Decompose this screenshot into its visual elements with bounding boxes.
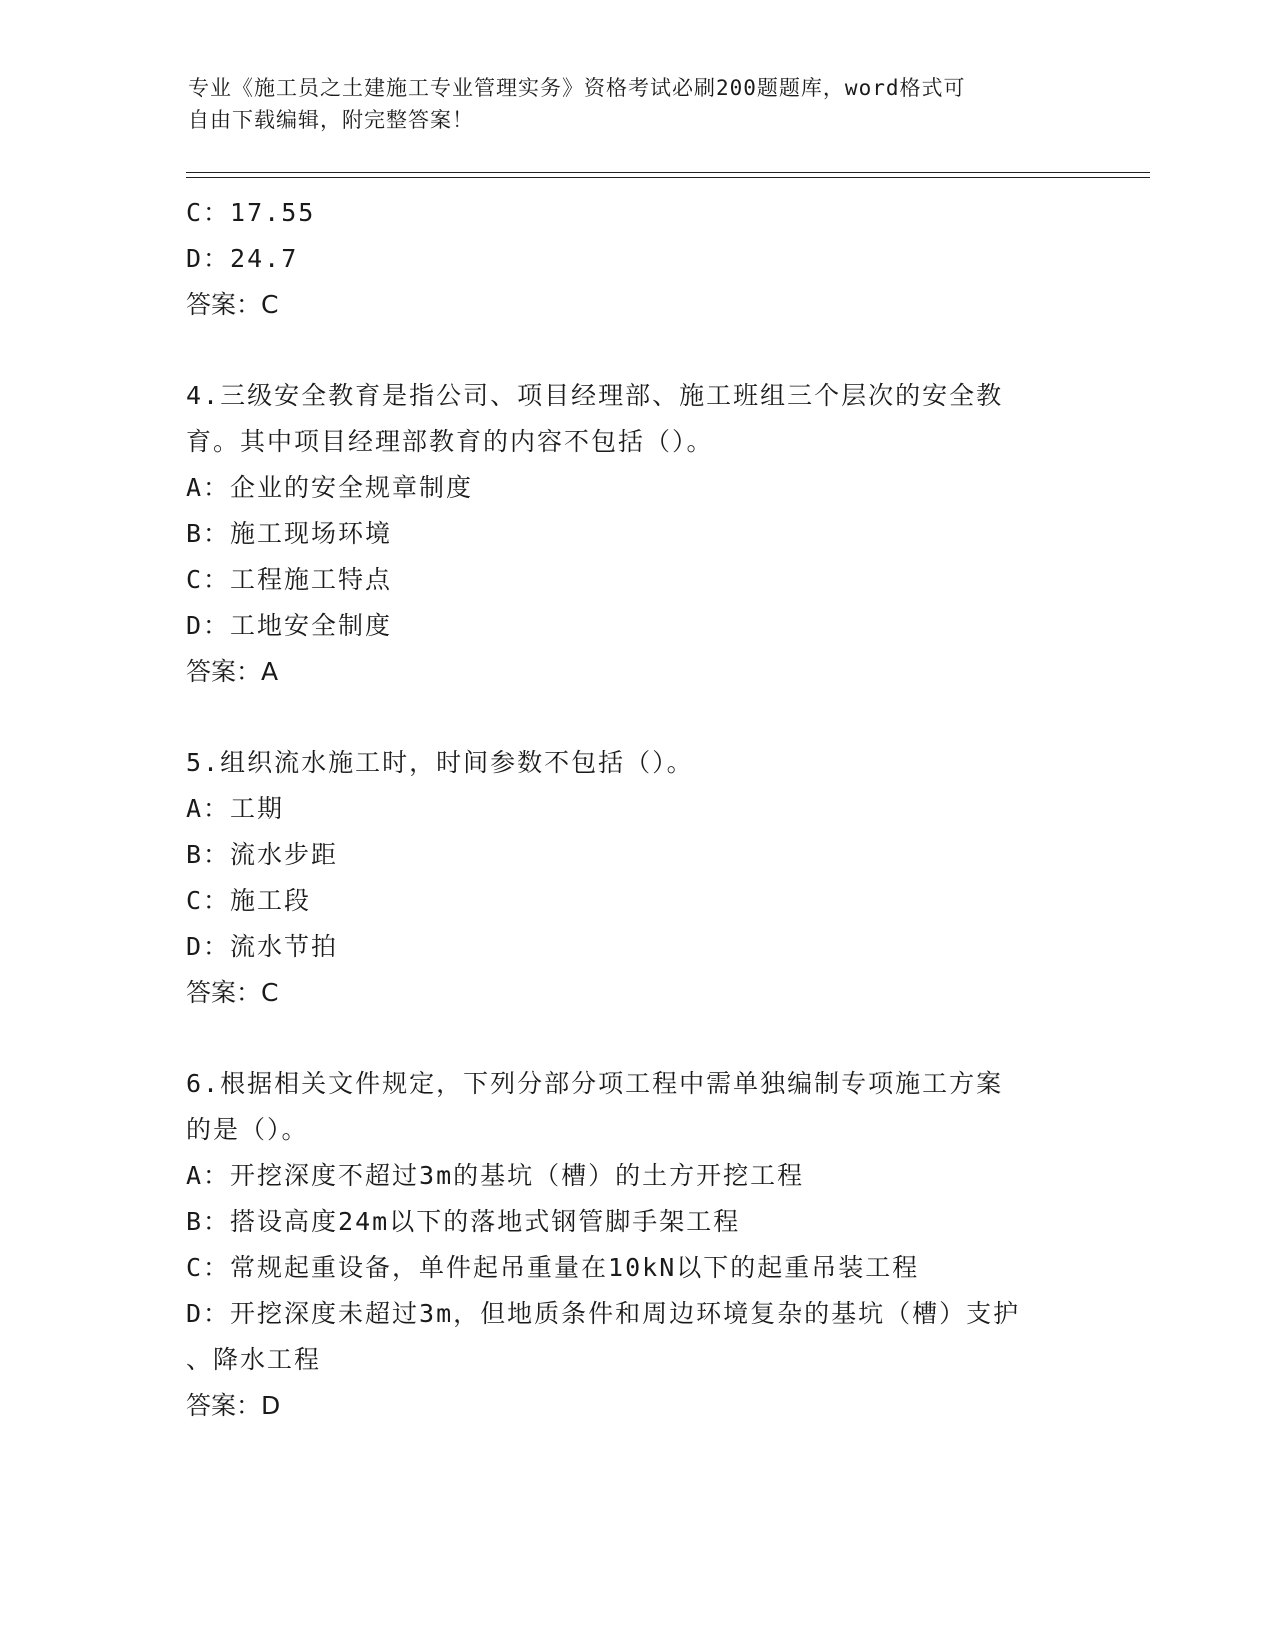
option-c: C：工程施工特点	[186, 565, 393, 594]
header-rule-bottom	[186, 177, 1150, 178]
answer-line: 答案：A	[186, 657, 279, 686]
option-b: B：搭设高度24m以下的落地式钢管脚手架工程	[186, 1207, 741, 1236]
option-d-continued: 、降水工程	[186, 1345, 322, 1374]
option-c: C：17.55	[186, 198, 316, 227]
header-line-1: 专业《施工员之土建施工专业管理实务》资格考试必刷200题题库，word格式可	[188, 76, 966, 100]
question-stem: 的是（）。	[186, 1115, 309, 1144]
question-stem: 5.组织流水施工时，时间参数不包括（）。	[186, 748, 694, 777]
option-b: B：流水步距	[186, 840, 339, 869]
question-4	[186, 373, 1086, 695]
document-header	[188, 72, 1088, 136]
option-d: D：24.7	[186, 244, 299, 273]
question-content	[186, 190, 1086, 1429]
header-rule-top	[186, 172, 1150, 173]
question-stem: 6.根据相关文件规定，下列分部分项工程中需单独编制专项施工方案	[186, 1069, 1004, 1098]
option-a: A：企业的安全规章制度	[186, 473, 474, 502]
option-d: D：开挖深度未超过3m，但地质条件和周边环境复杂的基坑（槽）支护	[186, 1299, 1021, 1328]
option-a: A：开挖深度不超过3m的基坑（槽）的土方开挖工程	[186, 1161, 805, 1190]
question-stem: 4.三级安全教育是指公司、项目经理部、施工班组三个层次的安全教	[186, 381, 1004, 410]
answer-line: 答案：C	[186, 978, 279, 1007]
question-6	[186, 1061, 1086, 1429]
option-d: D：流水节拍	[186, 932, 339, 961]
answer-line: 答案：C	[186, 290, 279, 319]
question-stem: 育。其中项目经理部教育的内容不包括（）。	[186, 427, 714, 456]
header-line-2: 自由下载编辑，附完整答案！	[188, 108, 474, 132]
option-c: C：施工段	[186, 886, 312, 915]
answer-line: 答案：D	[186, 1391, 281, 1420]
option-a: A：工期	[186, 794, 285, 823]
option-c: C：常规起重设备，单件起吊重量在10kN以下的起重吊装工程	[186, 1253, 920, 1282]
previous-question-tail	[186, 190, 1086, 328]
question-5	[186, 740, 1086, 1016]
option-b: B：施工现场环境	[186, 519, 393, 548]
option-d: D：工地安全制度	[186, 611, 393, 640]
